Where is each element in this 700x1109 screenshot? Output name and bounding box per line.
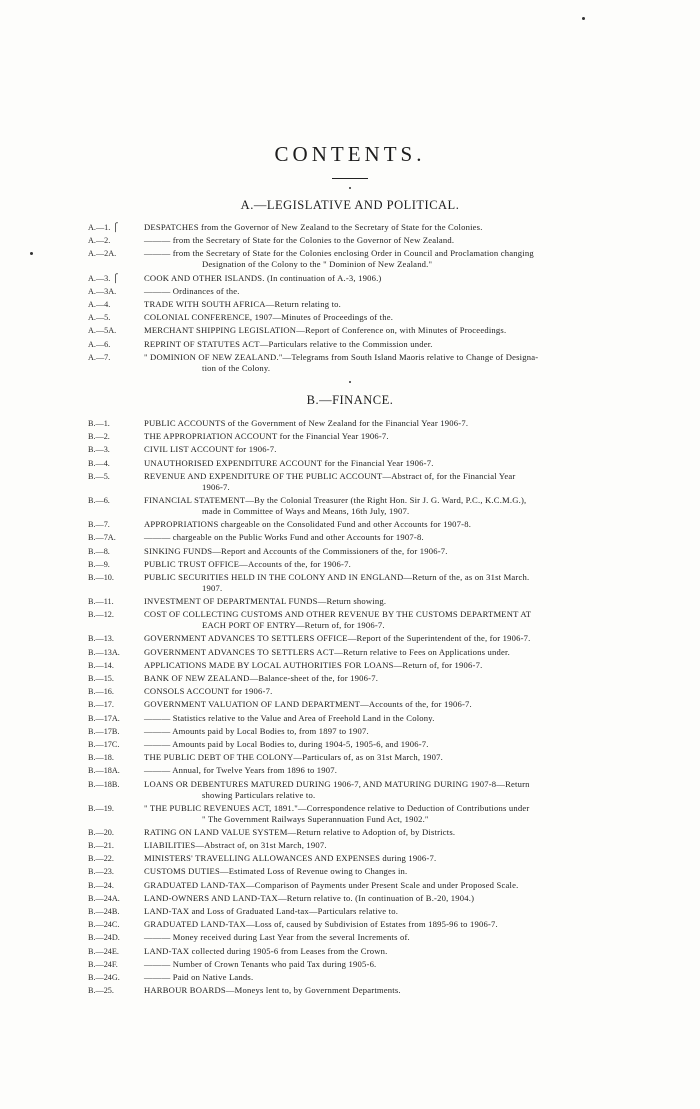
- entry-code: B.—19.: [88, 803, 114, 813]
- entry-line: ——— Statistics relative to the Value and Area of Freehold Land in the Colony.: [144, 712, 435, 723]
- entry-line: CONSOLS ACCOUNT for 1906-7.: [144, 686, 273, 697]
- entry-description: [138, 312, 624, 323]
- entry-line: ——— Number of Crown Tenants who paid Tax during 1905-6.: [144, 958, 377, 969]
- contents-entry: [0, 739, 700, 750]
- entry-code: A.—3A.: [88, 286, 117, 296]
- contents-entry: [0, 840, 700, 851]
- entry-code: B.—12.: [88, 610, 114, 620]
- entry-code: B.—14.: [88, 660, 114, 670]
- contents-entry: [0, 647, 700, 658]
- entry-description: [138, 919, 624, 930]
- entry-description: [138, 633, 624, 644]
- entry-code: A.—5A.: [88, 326, 117, 336]
- contents-entry: [0, 495, 700, 517]
- entry-code: B.—17C.: [88, 739, 120, 749]
- entry-line: THE APPROPRIATION ACCOUNT for the Financial Year 1906-7.: [144, 431, 389, 442]
- entry-code: B.—5.: [88, 471, 110, 481]
- entry-line: HARBOUR BOARDS—Moneys lent to, by Government Departments.: [144, 985, 401, 996]
- contents-entry: [0, 932, 700, 943]
- entry-description: [138, 458, 624, 469]
- entry-line: ——— Amounts paid by Local Bodies to, during 1904-5, 1905-6, and 1906-7.: [144, 738, 429, 749]
- entry-code: B.—24A.: [88, 893, 120, 903]
- contents-entry: [0, 609, 700, 631]
- entry-description: [138, 660, 624, 671]
- contents-entry: [0, 471, 700, 493]
- entry-description: [138, 431, 624, 442]
- entry-description: [138, 495, 624, 517]
- entry-line: REVENUE AND EXPENDITURE OF THE PUBLIC ACCOUNT—Abstract of, for the Financial Year: [144, 470, 516, 481]
- entry-code: B.—24F.: [88, 959, 118, 969]
- entry-description: [138, 765, 624, 776]
- contents-entry: [0, 893, 700, 904]
- entry-code: B.—18A.: [88, 766, 120, 776]
- entry-code: A.—3. ⎧: [88, 273, 119, 283]
- entry-code: B.—13A.: [88, 647, 120, 657]
- entry-description: [138, 299, 624, 310]
- entry-description: [138, 779, 624, 801]
- entry-line: INVESTMENT OF DEPARTMENTAL FUNDS—Return showing.: [144, 596, 387, 607]
- entry-description: [138, 866, 624, 877]
- entry-description: [138, 840, 624, 851]
- entry-line: ——— Ordinances of the.: [144, 285, 240, 296]
- entry-description: [138, 673, 624, 684]
- contents-entry: [0, 673, 700, 684]
- entry-code: B.—18.: [88, 753, 114, 763]
- entry-description: [138, 559, 624, 570]
- contents-entry: [0, 919, 700, 930]
- contents-entry: [0, 312, 700, 323]
- entry-code: B.—4.: [88, 458, 110, 468]
- contents-entry: [0, 299, 700, 310]
- entry-description: [138, 880, 624, 891]
- title-ornament: [349, 187, 351, 189]
- entry-continuation-line: made in Committee of Ways and Means, 16th July, 1907.: [202, 505, 410, 516]
- entry-continuation-line: tion of the Colony.: [202, 362, 271, 373]
- entry-line: LAND-OWNERS AND LAND-TAX—Return relative to. (In continuation of B.-20, 1904.): [144, 892, 475, 903]
- entry-continuation-line: 1906-7.: [202, 481, 230, 492]
- entry-code: B.—17.: [88, 700, 114, 710]
- entry-code: B.—23.: [88, 867, 114, 877]
- contents-entry: [0, 779, 700, 801]
- section-a-entries: [0, 222, 700, 376]
- contents-entry: [0, 596, 700, 607]
- contents-entry: [0, 686, 700, 697]
- entry-code: B.—7.: [88, 520, 110, 530]
- entry-description: [138, 339, 624, 350]
- entry-code: B.—1.: [88, 419, 110, 428]
- entry-continuation-line: 1907.: [202, 582, 223, 593]
- entry-code: A.—7.: [88, 352, 111, 362]
- entry-description: [138, 932, 624, 943]
- contents-entry: [0, 866, 700, 877]
- entry-description: [138, 803, 624, 825]
- contents-entry: [0, 546, 700, 557]
- entry-description: [138, 286, 624, 297]
- entry-description: [138, 853, 624, 864]
- entry-code: B.—7A.: [88, 533, 116, 543]
- contents-entry: [0, 946, 700, 957]
- entry-line: CIVIL LIST ACCOUNT for 1906-7.: [144, 444, 277, 455]
- contents-entry: [0, 431, 700, 442]
- entry-code: B.—8.: [88, 546, 110, 556]
- entry-description: [138, 609, 624, 631]
- contents-entry: [0, 235, 700, 246]
- entry-code: B.—24D.: [88, 933, 120, 943]
- entry-description: [138, 546, 624, 557]
- entry-line: " DOMINION OF NEW ZEALAND."—Telegrams from South Island Maoris relative to Change of Designa-: [144, 351, 539, 362]
- entry-code: B.—11.: [88, 597, 114, 607]
- contents-entry: [0, 827, 700, 838]
- contents-entry: [0, 248, 700, 270]
- entry-code: A.—5.: [88, 313, 111, 323]
- contents-entry: [0, 559, 700, 570]
- entry-line: GRADUATED LAND-TAX—Loss of, caused by Subdivision of Estates from 1895-96 to 1906-7.: [144, 919, 498, 930]
- entry-description: [138, 248, 624, 270]
- entry-line: ——— from the Secretary of State for the Colonies to the Governor of New Zealand.: [144, 235, 455, 246]
- entry-code: B.—17A.: [88, 713, 120, 723]
- entry-line: GOVERNMENT ADVANCES TO SETTLERS ACT—Return relative to Fees on Applications under.: [144, 646, 510, 657]
- entry-description: [138, 444, 624, 455]
- contents-entry: [0, 572, 700, 594]
- entry-code: B.—13.: [88, 634, 114, 644]
- entry-line: PUBLIC TRUST OFFICE—Accounts of the, for 1906-7.: [144, 558, 351, 569]
- entry-line: UNAUTHORISED EXPENDITURE ACCOUNT for the Financial Year 1906-7.: [144, 457, 434, 468]
- entry-line: COST OF COLLECTING CUSTOMS AND OTHER REVENUE BY THE CUSTOMS DEPARTMENT AT: [144, 609, 532, 620]
- entry-description: [138, 726, 624, 737]
- entry-line: THE PUBLIC DEBT OF THE COLONY—Particulars of, as on 31st March, 1907.: [144, 752, 443, 763]
- contents-entry: [0, 633, 700, 644]
- entry-code: B.—20.: [88, 827, 114, 837]
- page-title: CONTENTS.: [274, 142, 426, 166]
- entry-continuation-line: showing Particulars relative to.: [202, 789, 316, 800]
- entry-line: REPRINT OF STATUTES ACT—Particulars relative to the Commission under.: [144, 338, 433, 349]
- entry-code: A.—2.: [88, 236, 111, 246]
- entry-line: LOANS OR DEBENTURES MATURED DURING 1906-7, AND MATURING DURING 1907-8—Return: [144, 778, 530, 789]
- entry-code: B.—24G.: [88, 972, 120, 982]
- contents-entry: [0, 959, 700, 970]
- entry-description: [138, 985, 624, 996]
- entry-line: ——— from the Secretary of State for the Colonies enclosing Order in Council and Proclamation changing: [144, 248, 534, 259]
- entry-line: ——— Paid on Native Lands.: [144, 971, 254, 982]
- page-speck: [582, 17, 585, 20]
- entry-description: [138, 972, 624, 983]
- entry-description: [138, 699, 624, 710]
- entry-code: B.—24B.: [88, 907, 120, 916]
- contents-entry: [0, 713, 700, 724]
- entry-description: [138, 647, 624, 658]
- entry-continuation-line: EACH PORT OF ENTRY—Return of, for 1906-7.: [202, 620, 385, 631]
- entry-description: [138, 959, 624, 970]
- entry-line: PUBLIC ACCOUNTS of the Government of New Zealand for the Financial Year 1906-7.: [144, 418, 469, 428]
- entry-line: ——— Annual, for Twelve Years from 1896 to 1907.: [144, 765, 338, 776]
- entry-description: [138, 906, 624, 917]
- contents-entry: [0, 880, 700, 891]
- entry-code: B.—3.: [88, 445, 110, 455]
- entry-code: A.—4.: [88, 299, 111, 309]
- contents-entry: [0, 352, 700, 374]
- entry-code: B.—24C.: [88, 920, 120, 930]
- entry-description: [138, 893, 624, 904]
- entry-code: B.—17B.: [88, 726, 120, 736]
- entry-code: B.—24E.: [88, 946, 119, 956]
- contents-entry: [0, 222, 700, 233]
- entry-description: [138, 519, 624, 530]
- contents-entry: [0, 273, 700, 284]
- section-ornament: [349, 381, 351, 383]
- entry-description: [138, 273, 624, 284]
- entry-line: ——— chargeable on the Public Works Fund and other Accounts for 1907-8.: [144, 532, 424, 543]
- entry-line: COLONIAL CONFERENCE, 1907—Minutes of Proceedings of the.: [144, 312, 394, 323]
- entry-line: RATING ON LAND VALUE SYSTEM—Return relative to Adoption of, by Districts.: [144, 826, 456, 837]
- contents-entry: [0, 339, 700, 350]
- entry-continuation-line: Designation of the Colony to the " Dominion of New Zealand.": [202, 259, 433, 270]
- entry-line: GOVERNMENT VALUATION OF LAND DEPARTMENT—Accounts of the, for 1906-7.: [144, 699, 472, 710]
- entry-description: [138, 572, 624, 594]
- contents-entry: [0, 853, 700, 864]
- entry-line: GRADUATED LAND-TAX—Comparison of Payments under Present Scale and under Proposed Scale.: [144, 879, 519, 890]
- entry-line: LAND-TAX and Loss of Graduated Land-tax—Particulars relative to.: [144, 906, 399, 916]
- entry-description: [138, 532, 624, 543]
- entry-line: APPLICATIONS MADE BY LOCAL AUTHORITIES FOR LOANS—Return of, for 1906-7.: [144, 659, 483, 670]
- entry-code: B.—21.: [88, 841, 114, 851]
- entry-line: ——— Money received during Last Year from the several Increments of.: [144, 932, 410, 943]
- contents-entry: [0, 418, 700, 429]
- contents-entry: [0, 906, 700, 917]
- entry-description: [138, 827, 624, 838]
- entry-line: MERCHANT SHIPPING LEGISLATION—Report of Conference on, with Minutes of Proceedings.: [144, 325, 507, 336]
- entry-code: B.—2.: [88, 432, 110, 442]
- contents-entry: [0, 699, 700, 710]
- contents-entry: [0, 519, 700, 530]
- entry-description: [138, 752, 624, 763]
- entry-code: B.—9.: [88, 559, 110, 569]
- contents-entry: [0, 985, 700, 996]
- contents-entry: [0, 286, 700, 297]
- entry-line: CUSTOMS DUTIES—Estimated Loss of Revenue owing to Changes in.: [144, 866, 408, 877]
- entry-description: [138, 471, 624, 493]
- entry-description: [138, 325, 624, 336]
- contents-entry: [0, 660, 700, 671]
- entry-continuation-line: " The Government Railways Superannuation Fund Act, 1902.": [202, 813, 429, 824]
- entry-description: [138, 222, 624, 233]
- entry-line: TRADE WITH SOUTH AFRICA—Return relating to.: [144, 298, 342, 309]
- contents-entry: [0, 803, 700, 825]
- entry-description: [138, 235, 624, 246]
- contents-entry: [0, 726, 700, 737]
- entry-description: [138, 739, 624, 750]
- section-heading-a: A.—LEGISLATIVE AND POLITICAL.: [240, 198, 460, 212]
- contents-entry: [0, 752, 700, 763]
- entry-line: LIABILITIES—Abstract of, on 31st March, 1907.: [144, 840, 327, 851]
- entry-line: MINISTERS' TRAVELLING ALLOWANCES AND EXPENSES during 1906-7.: [144, 853, 437, 864]
- contents-entry: [0, 458, 700, 469]
- entry-line: BANK OF NEW ZEALAND—Balance-sheet of the, for 1906-7.: [144, 673, 379, 683]
- entry-line: " THE PUBLIC REVENUES ACT, 1891."—Correspondence relative to Deduction of Contributions under: [144, 802, 530, 813]
- entry-code: B.—18B.: [88, 779, 120, 789]
- entry-code: B.—25.: [88, 986, 114, 996]
- section-b-entries: [0, 418, 700, 998]
- entry-code: B.—24.: [88, 880, 114, 890]
- entry-description: [138, 596, 624, 607]
- entry-description: [138, 713, 624, 724]
- contents-entry: [0, 325, 700, 336]
- entry-line: DESPATCHES from the Governor of New Zealand to the Secretary of State for the Colonies.: [144, 222, 483, 232]
- entry-code: A.—6.: [88, 339, 111, 349]
- entry-description: [138, 946, 624, 957]
- contents-entry: [0, 444, 700, 455]
- entry-code: A.—1. ⎧: [88, 223, 119, 232]
- contents-entry: [0, 532, 700, 543]
- entry-line: GOVERNMENT ADVANCES TO SETTLERS OFFICE—Report of the Superintendent of the, for 1906-7.: [144, 633, 531, 644]
- entry-description: [138, 418, 624, 429]
- entry-line: ——— Amounts paid by Local Bodies to, from 1897 to 1907.: [144, 725, 369, 736]
- section-heading-b: B.—FINANCE.: [306, 393, 394, 407]
- entry-line: APPROPRIATIONS chargeable on the Consolidated Fund and other Accounts for 1907-8.: [144, 519, 472, 530]
- entry-code: B.—16.: [88, 687, 114, 697]
- entry-description: [138, 352, 624, 374]
- entry-code: B.—6.: [88, 495, 110, 505]
- entry-description: [138, 686, 624, 697]
- entry-line: COOK AND OTHER ISLANDS. (In continuation of A.-3, 1906.): [144, 272, 382, 283]
- entry-line: FINANCIAL STATEMENT—By the Colonial Treasurer (the Right Hon. Sir J. G. Ward, P.C., K.C.M.G.),: [144, 494, 527, 505]
- entry-code: B.—10.: [88, 572, 114, 582]
- entry-code: B.—22.: [88, 854, 114, 864]
- entry-line: PUBLIC SECURITIES HELD IN THE COLONY AND IN ENGLAND—Return of the, as on 31st March.: [144, 571, 530, 582]
- title-rule: [332, 178, 368, 179]
- entry-line: SINKING FUNDS—Report and Accounts of the Commissioners of the, for 1906-7.: [144, 545, 448, 556]
- entry-code: B.—15.: [88, 674, 114, 683]
- contents-entry: [0, 765, 700, 776]
- entry-code: A.—2A.: [88, 249, 117, 259]
- entry-line: LAND-TAX collected during 1905-6 from Leases from the Crown.: [144, 945, 388, 956]
- contents-entry: [0, 972, 700, 983]
